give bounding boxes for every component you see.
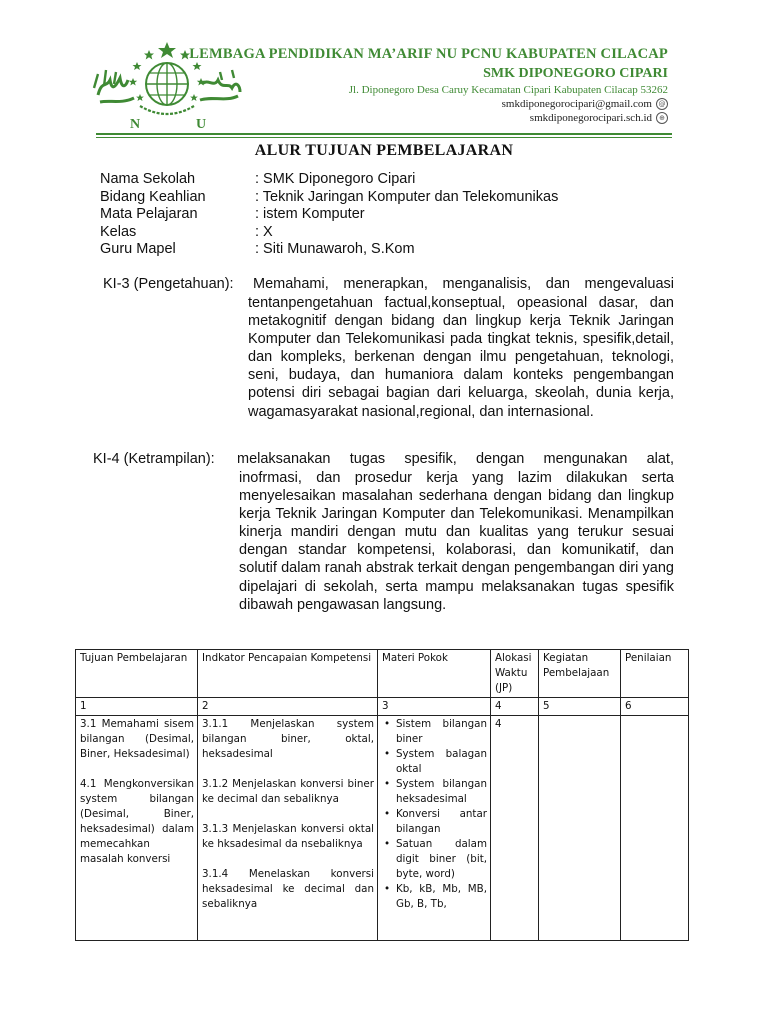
info-label: Guru Mapel: [100, 241, 176, 257]
column-number: 6: [621, 698, 689, 716]
column-number: 3: [378, 698, 491, 716]
document-title: ALUR TUJUAN PEMBELAJARAN: [254, 142, 514, 159]
svg-text:U: U: [196, 117, 207, 132]
school-info: [100, 171, 558, 259]
table-number-row: [76, 698, 689, 716]
website-text: smkdiponegorocipari.sch.id: [529, 112, 652, 124]
info-label: Nama Sekolah: [100, 171, 196, 187]
letterhead-website: [530, 112, 668, 124]
learning-path-table: [75, 649, 689, 941]
list-item: • Sistem bilangan biner: [396, 717, 487, 747]
tujuan-item: 4.1 Mengkonversikan system bilangan (Desimal, Biner, heksadesimal) dalam memecahkan masalah konversi: [80, 778, 194, 865]
email-icon: @: [656, 98, 668, 110]
list-item: • System balagan oktal: [396, 747, 487, 777]
column-number: 1: [76, 698, 198, 716]
header-penilaian: Penilaian: [621, 650, 689, 698]
header-tujuan: Tujuan Pembelajaran: [76, 650, 198, 698]
info-row-school: [100, 171, 558, 189]
ki4-text: inofrmasi, dan prosedur kerja yang lazim dilakukan serta menyelesaikan masalahan sederhana dengan bidang dan lingkup kerja Teknik Jaringan Komputer dan Telekomunikasi. Menampilkan kinerja mandiri dengan mutu dan kualitas yang terukur sesuai dengan standar kompetensi, kolaborasi, dan komunikatif, dan solutif dalam ranah abstrak terkait dengan pengembangan diri yang dipelajari di sekolah, serta mampu melaksanakan tugas spesifik dibawah pengawasan langsung.: [239, 470, 674, 613]
list-item: • System bilangan heksadesimal: [396, 777, 487, 807]
header-indikator-text: Indkator Pencapaian Kompetensi: [202, 652, 372, 664]
letterhead-institution: LEMBAGA PENDIDIKAN MA’ARIF NU PCNU KABUPATEN CILACAP: [189, 46, 668, 62]
list-item: • Kb, kB, Mb, MB, Gb, B, Tb,: [396, 882, 487, 912]
list-item: • Konversi antar bilangan: [396, 807, 487, 837]
cell-tujuan: [76, 716, 198, 941]
tujuan-item: 3.1 Memahami sisem bilangan (Desimal, Biner, Heksadesimal): [80, 718, 194, 760]
materi-list: [382, 717, 487, 912]
info-value: : Siti Munawaroh, S.Kom: [255, 241, 415, 257]
ki3-label: KI-3 (Pengetahuan):: [103, 276, 234, 292]
info-value: : SMK Diponegoro Cipari: [255, 171, 416, 187]
info-row-class: [100, 224, 558, 242]
ki4-first-line: melaksanakan tugas spesifik, dengan mengunakan alat,: [237, 451, 674, 467]
info-value: : Teknik Jaringan Komputer dan Telekomunikas: [255, 188, 559, 205]
table-row: [76, 716, 689, 941]
header-materi: Materi Pokok: [378, 650, 491, 698]
cell-indikator: [198, 716, 378, 941]
letterhead-divider-thick: [96, 133, 672, 135]
cell-kegiatan: [539, 716, 621, 941]
cell-alokasi: 4: [491, 716, 539, 941]
header-alokasi: Alokasi Waktu (JP): [491, 650, 539, 698]
header-kegiatan: Kegiatan Pembelajaan: [539, 650, 621, 698]
info-label: Bidang Keahlian: [100, 188, 206, 205]
indikator-item: 3.1.1 Menjelaskan system bilangan biner, oktal, heksadesimal: [202, 718, 374, 760]
header-indikator: [198, 650, 378, 698]
column-number: 4: [491, 698, 539, 716]
ki4-label: KI-4 (Ketrampilan):: [93, 451, 215, 467]
globe-icon: ⊕: [656, 112, 668, 124]
indikator-item: 3.1.4 Menelaskan konversi heksadesimal ke decimal dan sebaliknya: [202, 868, 374, 910]
info-value: : istem Komputer: [255, 206, 365, 222]
info-row-field: [100, 189, 558, 207]
cell-materi: [378, 716, 491, 941]
table-header-row: [76, 650, 689, 698]
column-number: 2: [198, 698, 378, 716]
info-value: : X: [255, 223, 273, 240]
letterhead-divider-thin: [96, 137, 672, 138]
info-label: Mata Pelajaran: [100, 206, 198, 222]
list-item: • Satuan dalam digit biner (bit, byte, word): [396, 837, 487, 882]
ki3-text: tentanpengetahuan factual,konseptual, opeasional dasar, dan metakognitif dengan bidang dan lingkup kerja Teknik Jaringan Komputer dan Telekomunikasi pada tingkat teknis, spesifik,detail, dan kompleks, berkenan dengan ilmu pengetahuan, teknologi, seni, budaya, dan humaniora dalam konteks pengembangan potensi diri sebagai bagian dari keluarga, skeolah, dunia kerja, wagamasyarakat nasional,regional, dan internasional.: [248, 295, 674, 420]
info-label: Kelas: [100, 223, 137, 240]
letterhead-address: Jl. Diponegoro Desa Caruy Kecamatan Cipari Kabupaten Cilacap 53262: [348, 84, 668, 96]
email-text: smkdiponegorocipari@gmail.com: [501, 98, 652, 110]
ki3-first-line: Memahami, menerapkan, menganalisis, dan mengevaluasi: [253, 276, 674, 292]
indikator-item: 3.1.3 Menjelaskan konversi oktal ke hksadesimal da nsebaliknya: [202, 823, 374, 850]
letterhead-school-name: SMK DIPONEGORO CIPARI: [483, 66, 668, 81]
info-row-teacher: [100, 241, 558, 259]
indikator-item: 3.1.2 Menjelaskan konversi biner ke decimal dan sebaliknya: [202, 778, 374, 805]
column-number: 5: [539, 698, 621, 716]
cell-penilaian: [621, 716, 689, 941]
svg-text:N: N: [130, 117, 141, 132]
letterhead-email: [502, 98, 668, 110]
info-row-subject: [100, 206, 558, 224]
